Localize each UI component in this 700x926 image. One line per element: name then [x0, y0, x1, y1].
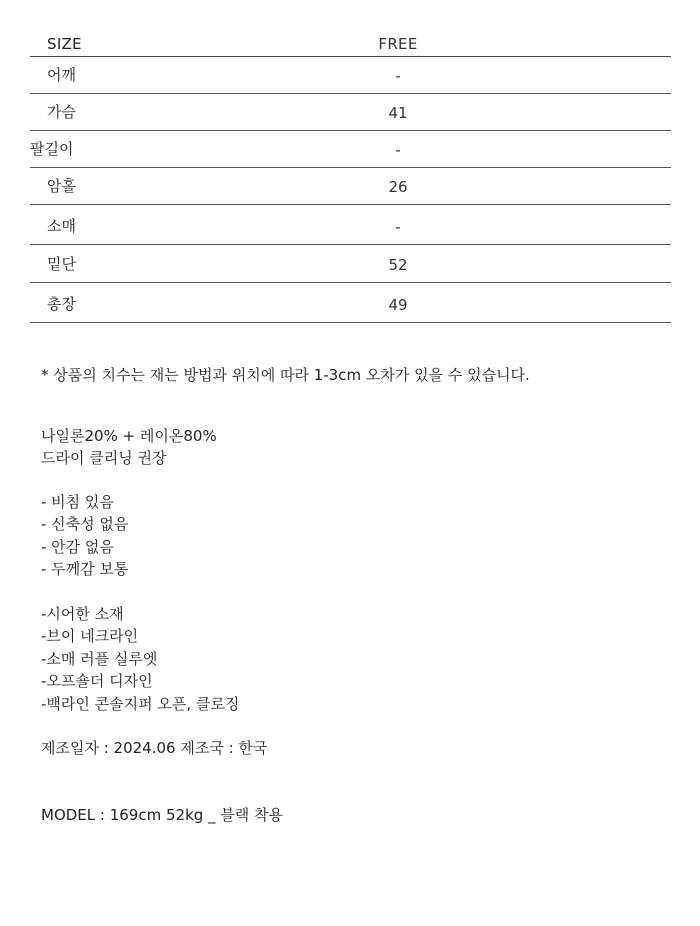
feature-item: -소매 러플 실루엣	[41, 650, 158, 668]
property-item: - 비침 있음	[41, 493, 114, 511]
size-row-chest: 가슴 41	[30, 94, 671, 131]
property-item: - 안감 없음	[41, 538, 114, 556]
material-composition: 나일론20% + 레이온80%	[41, 427, 217, 445]
feature-item: -브이 네크라인	[41, 627, 139, 645]
model-info: MODEL : 169cm 52kg _ 블랙 착용	[41, 806, 284, 824]
property-item: - 두께감 보통	[41, 560, 129, 578]
size-row-label: 가슴	[47, 103, 76, 121]
size-row-shoulder: 어깨 -	[30, 57, 671, 94]
size-row-total-length: 총장 49	[30, 283, 671, 323]
size-header-label: SIZE	[47, 35, 82, 53]
size-table-header: SIZE FREE	[30, 30, 671, 57]
size-row-label: 총장	[47, 295, 76, 313]
size-row-sleeve: 소매 -	[30, 205, 671, 245]
care-instruction: 드라이 클리닝 권장	[41, 449, 167, 467]
size-row-label: 팔길이	[30, 140, 74, 158]
size-row-hem: 밑단 52	[30, 245, 671, 283]
feature-item: -시어한 소재	[41, 605, 124, 623]
property-item: - 신축성 없음	[41, 515, 129, 533]
size-row-label: 밑단	[47, 255, 76, 273]
size-row-sleeve-length: 팔길이 -	[30, 131, 671, 168]
measurement-note: * 상품의 치수는 재는 방법과 위치에 따라 1-3cm 오차가 있을 수 있습니다.	[41, 366, 530, 384]
size-row-label: 소매	[47, 217, 76, 235]
manufacture-info: 제조일자 : 2024.06 제조국 : 한국	[41, 739, 268, 757]
size-row-armhole: 암홀 26	[30, 168, 671, 205]
feature-item: -오프숄더 디자인	[41, 672, 153, 690]
size-table	[30, 30, 671, 323]
feature-item: -백라인 콘솔지퍼 오픈, 클로징	[41, 695, 240, 713]
size-row-label: 암홀	[47, 177, 76, 195]
size-row-label: 어깨	[47, 66, 76, 84]
